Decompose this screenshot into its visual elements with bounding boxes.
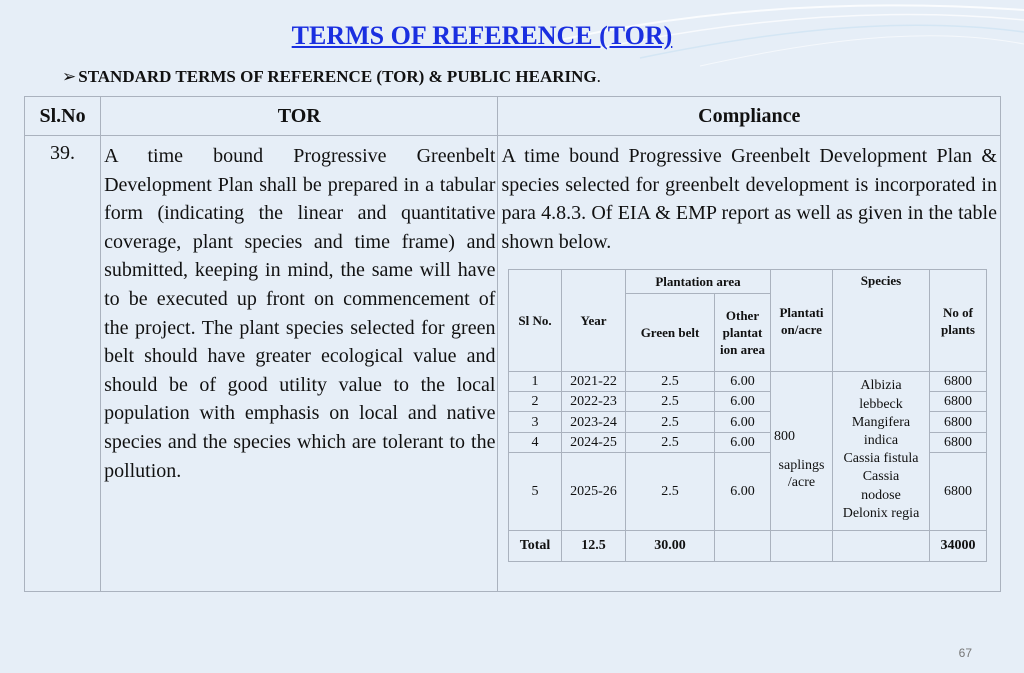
- cell-other-area: 6.00: [715, 372, 771, 392]
- row-compliance-text: A time bound Progressive Greenbelt Development Plan & species selected for greenbelt development is incorporated in para 4.8.3. Of EIA & EMP report as well as given in the table shown below.: [501, 145, 997, 253]
- header-compliance: Compliance: [498, 97, 1001, 136]
- page-number: 67: [958, 646, 972, 660]
- row-tor-text: A time bound Progressive Greenbelt Development Plan shall be prepared in a tabular form (indicating the linear and quantitative coverage, plant species and time frame) and submitted, keeping in mind, the same will have to be executed up front on commencement of the project. The plant species selected for green belt should have greater ecological value and should be of good utility value to the local population with emphasis on local and native species and the species which are tolerant to the pollution.: [101, 136, 498, 592]
- cell-sl: 2: [509, 392, 562, 412]
- header-plantation-per-acre: Plantati on/acre: [771, 270, 833, 372]
- species-item: Mangifera: [851, 414, 911, 430]
- cell-no-of-plants: 6800: [930, 452, 987, 530]
- subtitle-trail: .: [596, 67, 601, 86]
- species-item: lebbeck: [859, 396, 903, 412]
- header-row: [25, 97, 1001, 136]
- cell-year: 2022-23: [562, 392, 626, 412]
- header-green-belt: Green belt: [626, 294, 715, 372]
- total-year-col: 12.5: [562, 530, 626, 561]
- cell-other-area: 6.00: [715, 452, 771, 530]
- total-row: [509, 530, 987, 561]
- species-item: Cassia fistula: [843, 451, 919, 467]
- cell-green-belt: 2.5: [626, 372, 715, 392]
- total-label: Total: [509, 530, 562, 561]
- cell-green-belt: 2.5: [626, 412, 715, 432]
- species-item: indica: [863, 432, 899, 448]
- subtitle-text: STANDARD TERMS OF REFERENCE (TOR) & PUBLIC HEARING: [78, 67, 597, 86]
- cell-green-belt: 2.5: [626, 432, 715, 452]
- header-no-of-plants: No of plants: [930, 270, 987, 372]
- table-row: [509, 372, 987, 392]
- section-subtitle: [62, 67, 601, 87]
- header-sl-no: Sl No.: [509, 270, 562, 372]
- header-slno: Sl.No: [25, 97, 101, 136]
- row-slno: 39.: [25, 136, 101, 592]
- per-acre-value: 800: [774, 429, 795, 445]
- cell-year: 2025-26: [562, 452, 626, 530]
- cell-other-area: 6.00: [715, 392, 771, 412]
- species-item: Albizia: [860, 378, 902, 394]
- header-year: Year: [562, 270, 626, 372]
- page-title: TERMS OF REFERENCE (TOR): [291, 21, 673, 50]
- species-item: Delonix regia: [842, 505, 920, 521]
- species-item: Cassia: [862, 469, 900, 485]
- cell-sl: 4: [509, 432, 562, 452]
- total-other-area: [715, 530, 771, 561]
- cell-no-of-plants: 6800: [930, 392, 987, 412]
- cell-other-area: 6.00: [715, 432, 771, 452]
- cell-year: 2021-22: [562, 372, 626, 392]
- total-green-belt: 30.00: [626, 530, 715, 561]
- greenbelt-plan-table: [508, 269, 987, 562]
- species-item: nodose: [861, 487, 901, 503]
- cell-plantation-per-acre: [771, 372, 833, 531]
- arrow-bullet-icon: ➢: [62, 67, 77, 86]
- cell-no-of-plants: 6800: [930, 372, 987, 392]
- total-no-of-plants: 34000: [930, 530, 987, 561]
- header-plantation-area: Plantation area: [626, 270, 771, 294]
- per-acre-unit: saplings /acre: [778, 458, 825, 491]
- cell-species: [833, 372, 930, 531]
- total-species: [833, 530, 930, 561]
- cell-sl: 5: [509, 452, 562, 530]
- cell-no-of-plants: 6800: [930, 412, 987, 432]
- cell-sl: 1: [509, 372, 562, 392]
- total-per-acre: [771, 530, 833, 561]
- header-tor: TOR: [101, 97, 498, 136]
- cell-green-belt: 2.5: [626, 452, 715, 530]
- cell-year: 2023-24: [562, 412, 626, 432]
- cell-green-belt: 2.5: [626, 392, 715, 412]
- header-species: Species: [833, 270, 930, 372]
- header-other-area: Other plantat ion area: [715, 294, 771, 372]
- cell-sl: 3: [509, 412, 562, 432]
- cell-year: 2024-25: [562, 432, 626, 452]
- cell-no-of-plants: 6800: [930, 432, 987, 452]
- cell-other-area: 6.00: [715, 412, 771, 432]
